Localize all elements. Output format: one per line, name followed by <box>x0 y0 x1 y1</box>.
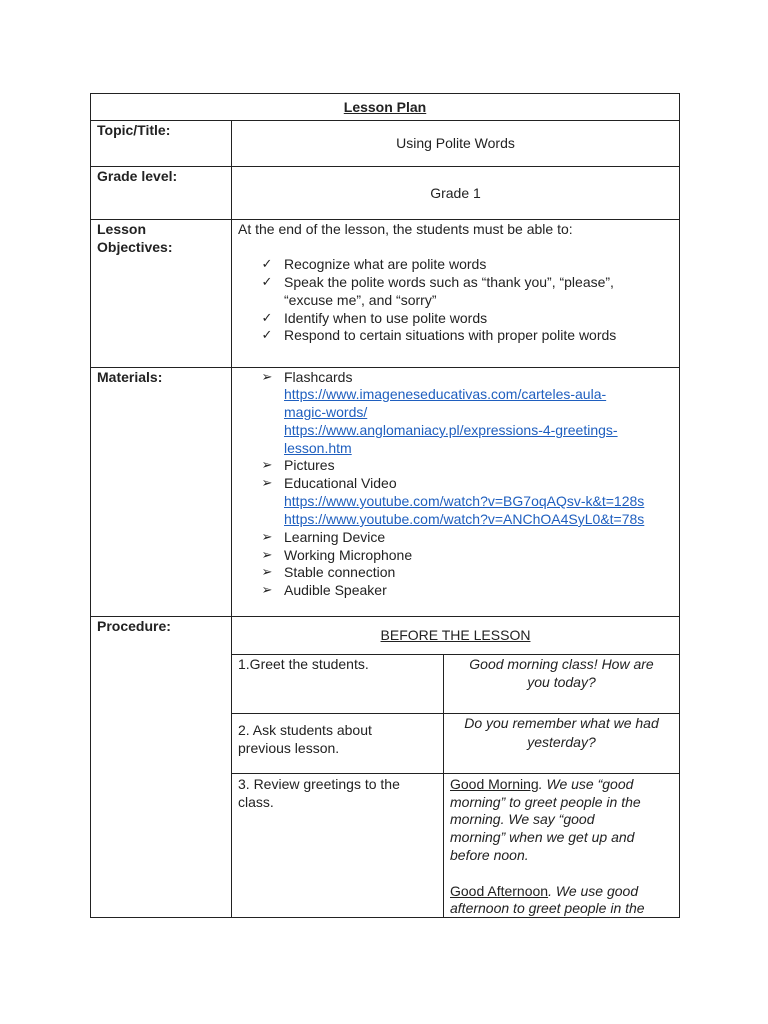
row-divider <box>231 773 680 774</box>
greeting-explanation: . We use “good <box>538 776 634 792</box>
objectives-intro: At the end of the lesson, the students must be able to: <box>238 221 573 237</box>
arrow-bullet-icon: ➢ <box>261 475 273 490</box>
step-script: Do you remember what we had <box>464 715 659 731</box>
step-script: morning” to greet people in the <box>450 794 641 810</box>
procedure-section-title: BEFORE THE LESSON <box>380 627 531 643</box>
step-script <box>450 882 638 900</box>
topic-value: Using Polite Words <box>396 135 515 151</box>
material-item: Working Microphone <box>284 547 413 563</box>
objective-item-continued: “excuse me”, and “sorry” <box>284 292 437 308</box>
arrow-bullet-icon: ➢ <box>261 529 273 544</box>
objective-item: Identify when to use polite words <box>284 310 488 326</box>
material-link[interactable]: magic-words/ <box>284 404 368 420</box>
arrow-bullet-icon: ➢ <box>261 369 273 384</box>
check-icon: ✓ <box>261 274 273 289</box>
step-script: morning” when we get up and <box>450 829 635 845</box>
arrow-bullet-icon: ➢ <box>261 564 273 579</box>
check-icon: ✓ <box>261 256 273 271</box>
column-divider <box>443 654 444 918</box>
greeting-term: Good Afternoon <box>450 883 549 899</box>
grade-label: Grade level: <box>97 168 178 184</box>
material-link[interactable]: https://www.anglomaniacy.pl/expressions-4-greetings- <box>284 422 618 438</box>
objective-item: Recognize what are polite words <box>284 256 487 272</box>
grade-value: Grade 1 <box>430 185 481 201</box>
step-description: previous lesson. <box>238 740 340 756</box>
step-script: Good morning class! How are <box>469 656 654 672</box>
material-item: Stable connection <box>284 564 396 580</box>
step-script: afternoon to greet people in the <box>450 900 645 916</box>
material-link[interactable]: lesson.htm <box>284 440 352 456</box>
greeting-term: Good Morning <box>450 776 539 792</box>
objectives-label: Lesson <box>97 221 147 237</box>
row-divider <box>90 367 680 368</box>
step-description: 2. Ask students about <box>238 722 372 738</box>
check-icon: ✓ <box>261 310 273 325</box>
material-item: Audible Speaker <box>284 582 387 598</box>
procedure-label: Procedure: <box>97 618 171 634</box>
material-link[interactable]: https://www.youtube.com/watch?v=ANChOA4SyL0&t=78s <box>284 511 645 527</box>
step-script: yesterday? <box>527 734 596 750</box>
step-script: you today? <box>527 674 596 690</box>
objective-item: Speak the polite words such as “thank you”, “please”, <box>284 274 614 290</box>
material-item: Educational Video <box>284 475 397 491</box>
check-icon: ✓ <box>261 327 273 342</box>
step-script: morning. We say “good <box>450 811 595 827</box>
column-divider <box>231 120 232 918</box>
topic-label: Topic/Title: <box>97 122 171 138</box>
material-item: Learning Device <box>284 529 386 545</box>
materials-label: Materials: <box>97 369 163 385</box>
row-divider <box>90 120 680 121</box>
material-link[interactable]: https://www.youtube.com/watch?v=BG7oqAQsv-k&t=128s <box>284 493 645 509</box>
page-title: Lesson Plan <box>343 99 427 115</box>
step-script: before noon. <box>450 847 529 863</box>
material-item: Pictures <box>284 457 335 473</box>
arrow-bullet-icon: ➢ <box>261 582 273 597</box>
step-description: 3. Review greetings to the <box>238 776 400 792</box>
step-description: class. <box>238 794 274 810</box>
row-divider <box>90 166 680 167</box>
objectives-label: Objectives: <box>97 239 173 255</box>
greeting-explanation: . We use good <box>548 883 639 899</box>
step-description: 1.Greet the students. <box>238 656 369 672</box>
row-divider <box>90 616 680 617</box>
material-item: Flashcards <box>284 369 353 385</box>
material-link[interactable]: https://www.imageneseducativas.com/carteles-aula- <box>284 386 607 402</box>
arrow-bullet-icon: ➢ <box>261 457 273 472</box>
objective-item: Respond to certain situations with proper polite words <box>284 327 617 343</box>
arrow-bullet-icon: ➢ <box>261 547 273 562</box>
step-script <box>450 775 633 793</box>
